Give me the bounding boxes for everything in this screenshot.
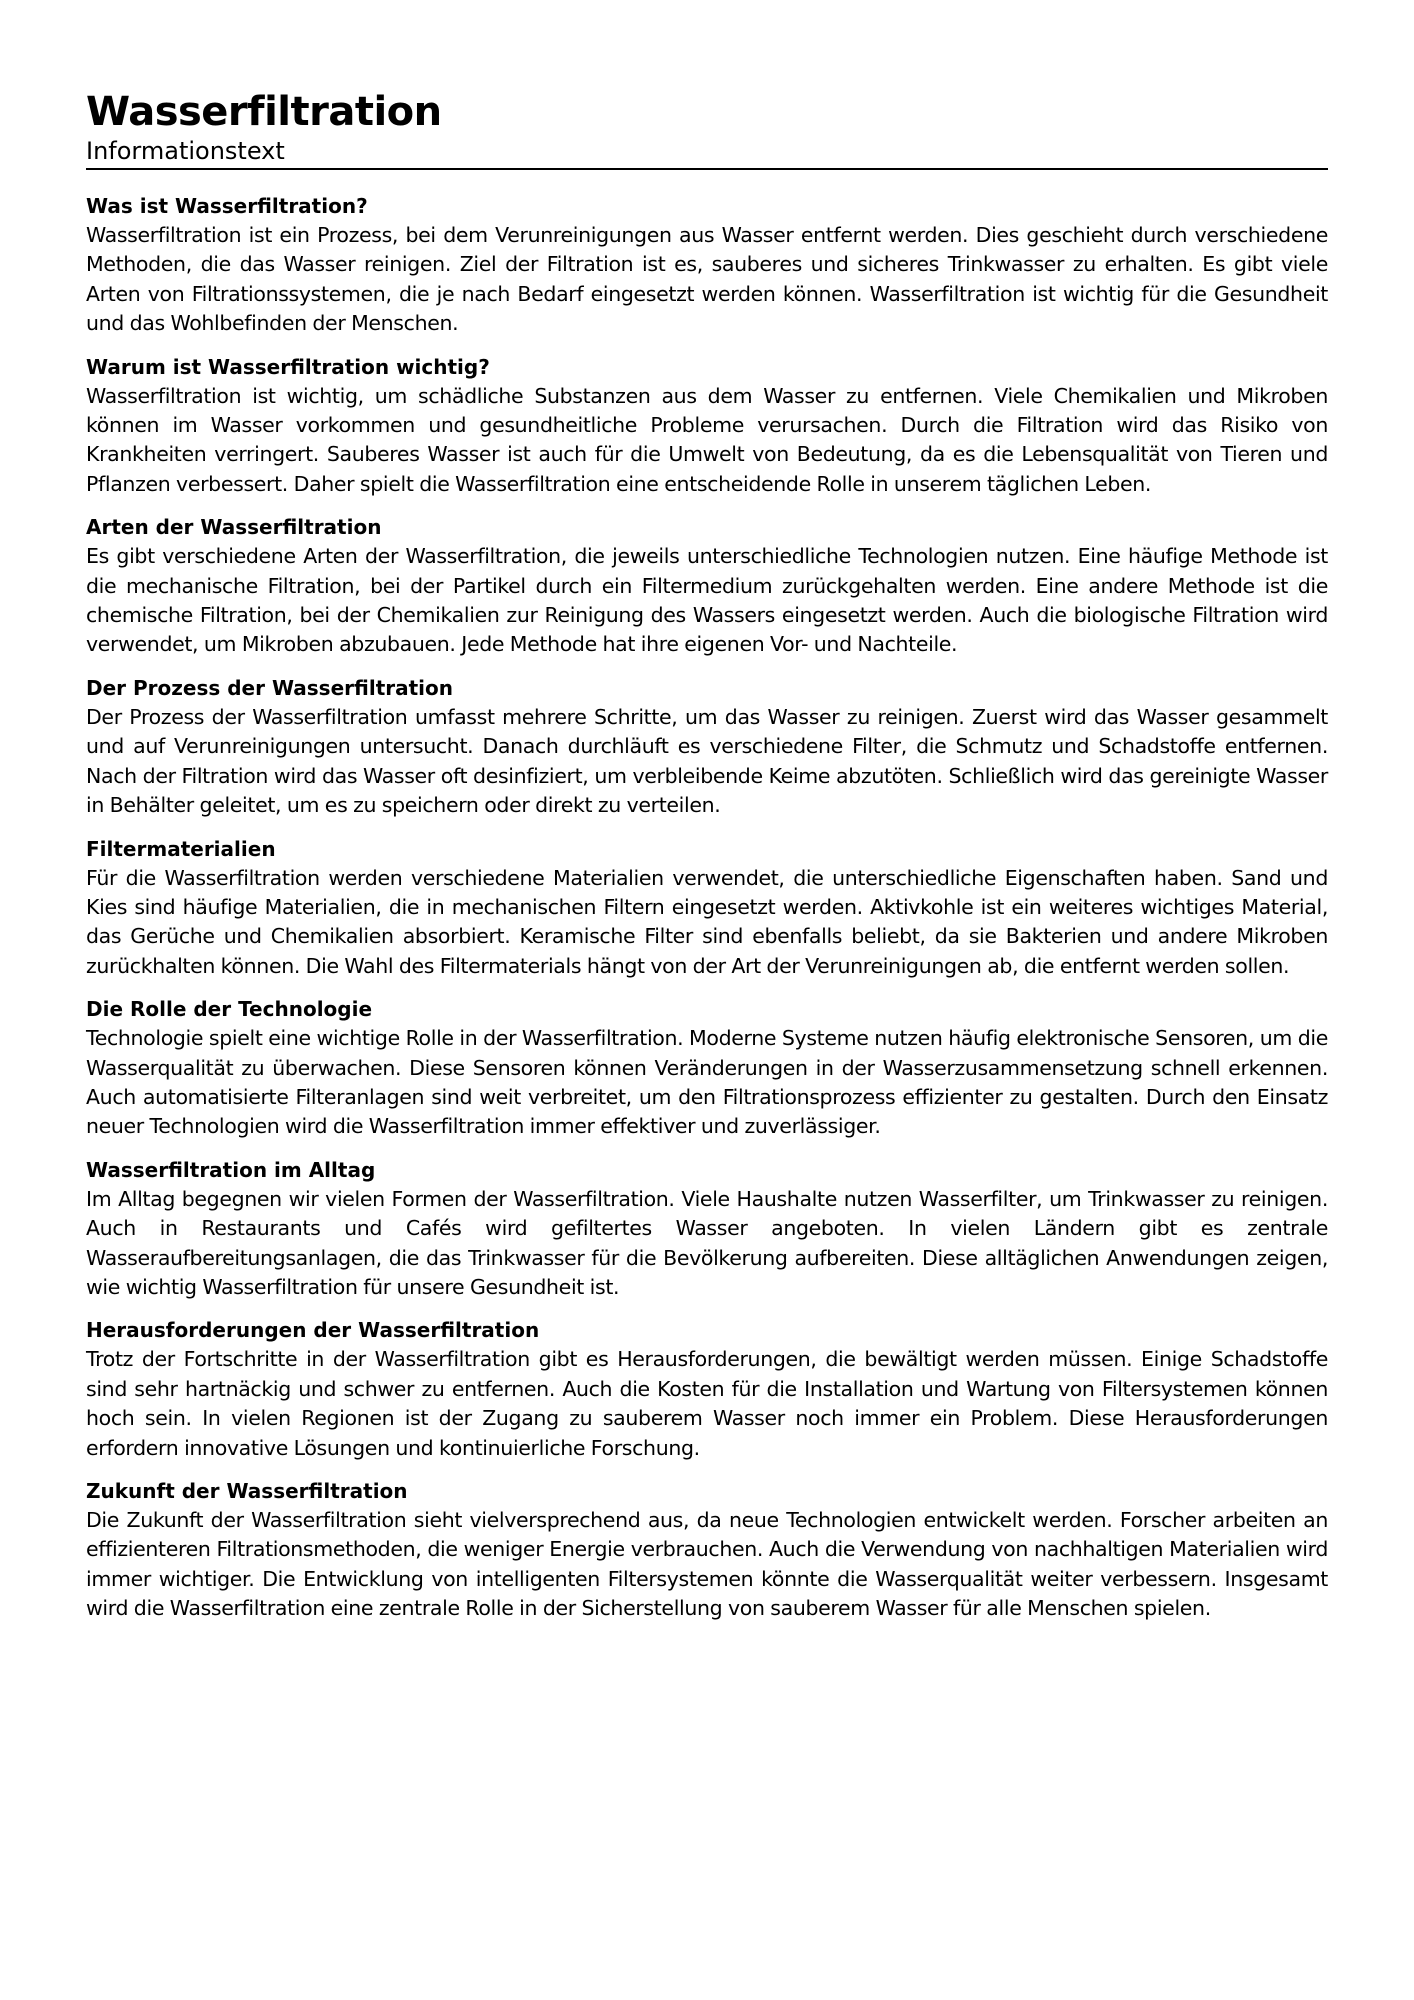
section-body: Wasserfiltration ist ein Prozess, bei dem Verunreinigungen aus Wasser entfernt werden. Dies geschieht durch verschiedene Methoden, die das Wasser reinigen. Ziel der Filtration ist es, sauberes und sicheres Trinkwasser zu erhalten. Es gibt viele Arten von Filtrationssystemen, die je nach Bedarf eingesetzt werden können. Wasserfiltration ist wichtig für die Gesundheit und das Wohlbefinden der Menschen.: [86, 223, 1328, 336]
section-heading: Was ist Wasserfiltration?: [86, 194, 368, 218]
section-heading: Zukunft der Wasserfiltration: [86, 1479, 408, 1503]
section-heading: Arten der Wasserfiltration: [86, 515, 382, 540]
document-page: [86, 88, 1328, 1624]
section-body: Die Zukunft der Wasserfiltration sieht vielversprechend aus, da neue Technologien entwickelt werden. Forscher arbeiten an effizienteren Filtrationsmethoden, die weniger Energie verbrauchen. Auch die Verwendung von nachhaltigen Materialien wird immer wichtiger. Die Entwicklung von intelligenten Filtersystemen könnte die Wasserqualität weiter verbessern. Insgesamt wird die Wasserfiltration eine zentrale Rolle in der Sicherstellung von sauberem Wasser für alle Menschen spielen.: [86, 1508, 1328, 1621]
section-heading: Herausforderungen der Wasserfiltration: [86, 1318, 540, 1343]
section-heading: Die Rolle der Technologie: [86, 997, 373, 1022]
section-herausforderungen: [86, 1316, 1328, 1463]
section-warum-wichtig: [86, 353, 1328, 500]
section-body: Im Alltag begegnen wir vielen Formen der Wasserfiltration. Viele Haushalte nutzen Wasserfilter, um Trinkwasser zu reinigen. Auch in Restaurants und Cafés wird gefiltertes Wasser angeboten. In vielen Ländern gibt es zentrale Wasseraufbereitungsanlagen, die das Trinkwasser für die Bevölkerung aufbereiten. Diese alltäglichen Anwendungen zeigen, wie wichtig Wasserfiltration für unsere Gesundheit ist.: [86, 1186, 1328, 1299]
document-title: Wasserfiltration: [86, 89, 442, 135]
section-body: Technologie spielt eine wichtige Rolle in der Wasserfiltration. Moderne Systeme nutzen häufig elektronische Sensoren, um die Wasserqualität zu überwachen. Diese Sensoren können Veränderungen in der Wasserzusammensetzung schnell erkennen. Auch automatisierte Filteranlagen sind weit verbreitet, um den Filtrationsprozess effizienter zu gestalten. Durch den Einsatz neuer Technologien wird die Wasserfiltration immer effektiver und zuverlässiger.: [86, 1026, 1328, 1139]
section-arten: [86, 513, 1328, 660]
section-body: Wasserfiltration ist wichtig, um schädliche Substanzen aus dem Wasser zu entfernen. Viele Chemikalien und Mikroben können im Wasser vorkommen und gesundheitliche Probleme verursachen. Durch die Filtration wird das Risiko von Krankheiten verringert. Sauberes Wasser ist auch für die Umwelt von Bedeutung, da es die Lebensqualität von Tieren und Pflanzen verbessert. Daher spielt die Wasserfiltration eine entscheidende Rolle in unserem täglichen Leben.: [86, 383, 1328, 496]
section-zukunft: [86, 1477, 1328, 1624]
section-heading: Wasserfiltration im Alltag: [86, 1157, 376, 1182]
section-body: Trotz der Fortschritte in der Wasserfiltration gibt es Herausforderungen, die bewältigt werden müssen. Einige Schadstoffe sind sehr hartnäckig und schwer zu entfernen. Auch die Kosten für die Installation und Wartung von Filtersystemen können hoch sein. In vielen Regionen ist der Zugang zu sauberem Wasser noch immer ein Problem. Diese Herausforderungen erfordern innovative Lösungen und kontinuierliche Forschung.: [86, 1347, 1328, 1460]
section-filtermaterialien: [86, 835, 1328, 982]
section-technologie: [86, 995, 1328, 1142]
section-body: Es gibt verschiedene Arten der Wasserfiltration, die jeweils unterschiedliche Technologien nutzen. Eine häufige Methode ist die mechanische Filtration, bei der Partikel durch ein Filtermedium zurückgehalten werden. Eine andere Methode ist die chemische Filtration, bei der Chemikalien zur Reinigung des Wassers eingesetzt werden. Auch die biologische Filtration wird verwendet, um Mikroben abzubauen. Jede Methode hat ihre eigenen Vor- und Nachteile.: [86, 544, 1328, 657]
section-body: Der Prozess der Wasserfiltration umfasst mehrere Schritte, um das Wasser zu reinigen. Zuerst wird das Wasser gesammelt und auf Verunreinigungen untersucht. Danach durchläuft es verschiedene Filter, die Schmutz und Schadstoffe entfernen. Nach der Filtration wird das Wasser oft desinfiziert, um verbleibende Keime abzutöten. Schließlich wird das gereinigte Wasser in Behälter geleitet, um es zu speichern oder direkt zu verteilen.: [86, 704, 1328, 818]
document-subtitle: Informationstext: [86, 136, 1328, 170]
section-prozess: [86, 674, 1328, 821]
section-heading: Filtermaterialien: [86, 836, 276, 861]
section-heading: Warum ist Wasserfiltration wichtig?: [86, 354, 490, 379]
section-heading: Der Prozess der Wasserfiltration: [86, 675, 454, 700]
section-alltag: [86, 1156, 1328, 1303]
section-body: Für die Wasserfiltration werden verschiedene Materialien verwendet, die unterschiedliche Eigenschaften haben. Sand und Kies sind häufige Materialien, die in mechanischen Filtern eingesetzt werden. Aktivkohle ist ein weiteres wichtiges Material, das Gerüche und Chemikalien absorbiert. Keramische Filter sind ebenfalls beliebt, da sie Bakterien und andere Mikroben zurückhalten können. Die Wahl des Filtermaterials hängt von der Art der Verunreinigungen ab, die entfernt werden sollen.: [86, 865, 1328, 978]
section-was-ist: [86, 192, 1328, 339]
